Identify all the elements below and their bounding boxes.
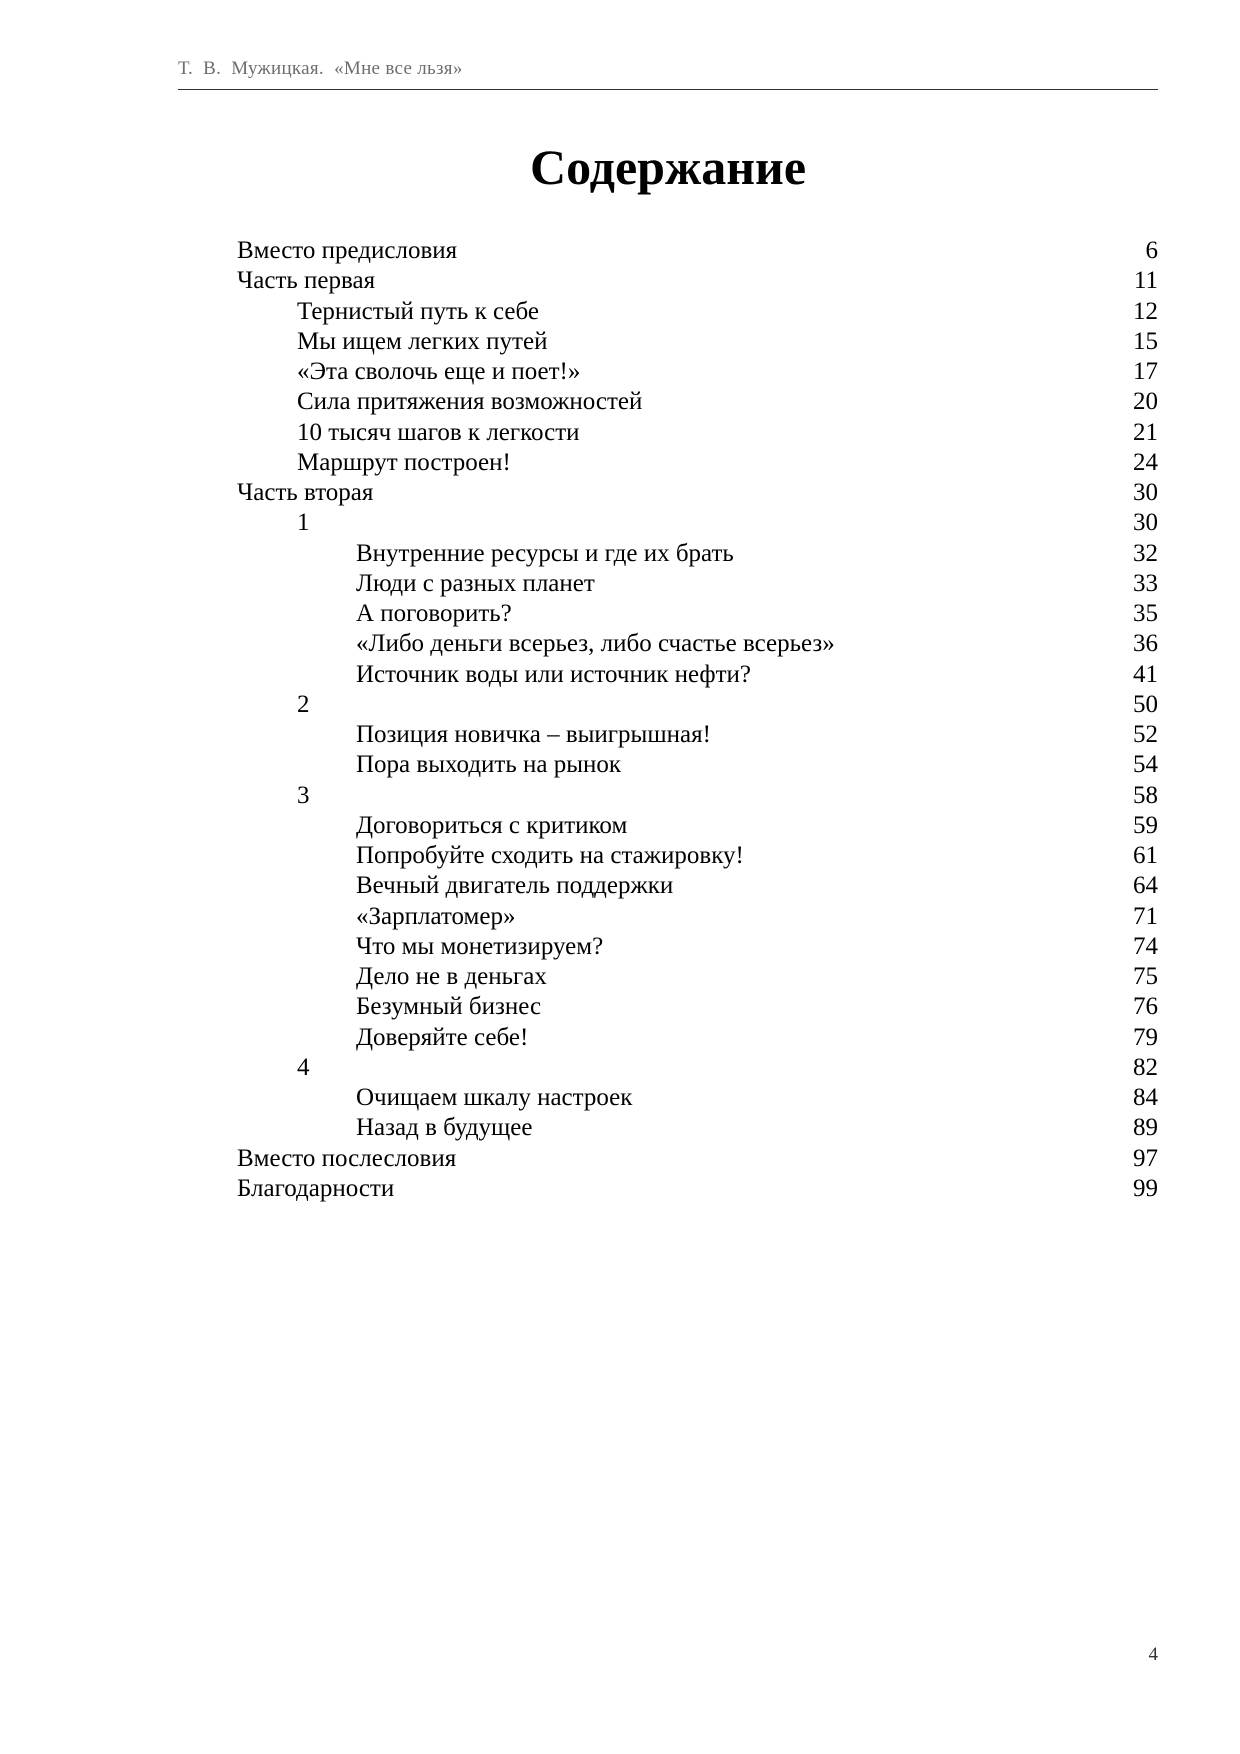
toc-entry-page: 61 bbox=[1133, 842, 1158, 869]
running-header: Т. В. Мужицкая. «Мне все льзя» bbox=[178, 58, 463, 79]
toc-entry[interactable] bbox=[237, 508, 1158, 538]
toc-entry[interactable] bbox=[237, 720, 1158, 750]
toc-entry-label: 4 bbox=[297, 1053, 310, 1081]
toc-entry-page: 79 bbox=[1133, 1023, 1158, 1051]
toc-entry-page: 75 bbox=[1133, 963, 1158, 990]
toc-entry[interactable] bbox=[237, 1053, 1158, 1083]
toc-entry-page: 32 bbox=[1133, 539, 1158, 567]
toc-title: Содержание bbox=[529, 139, 807, 195]
toc-entry-page: 74 bbox=[1133, 932, 1158, 960]
toc-entry-label: Дело не в деньгах bbox=[356, 963, 547, 990]
toc-entry-label: 2 bbox=[297, 690, 310, 718]
toc-entry-label: 3 bbox=[297, 781, 310, 809]
toc-entry-label: Безумный бизнес bbox=[356, 993, 542, 1021]
toc-entry-label: Часть вторая bbox=[237, 479, 374, 506]
toc-entry-page: 21 bbox=[1133, 418, 1158, 446]
toc-entry-page: 35 bbox=[1133, 600, 1158, 627]
toc-entry-page: 15 bbox=[1133, 327, 1158, 355]
header-divider bbox=[178, 89, 1158, 90]
toc-entry-page: 84 bbox=[1133, 1084, 1158, 1111]
toc-entry[interactable] bbox=[237, 660, 1158, 690]
toc-entry[interactable] bbox=[237, 1023, 1158, 1053]
toc-entry[interactable] bbox=[237, 932, 1158, 962]
toc-entry[interactable] bbox=[237, 236, 1158, 266]
toc-entry[interactable] bbox=[237, 690, 1158, 720]
toc-entry-label: Пора выходить на рынок bbox=[356, 751, 622, 779]
toc-entry-label: Мы ищем легких путей bbox=[297, 327, 548, 355]
toc-entry-page: 52 bbox=[1133, 721, 1158, 748]
toc-entry-label: Люди с разных планет bbox=[356, 569, 595, 597]
toc-entry-page: 30 bbox=[1133, 479, 1158, 506]
toc-entry-page: 41 bbox=[1133, 660, 1158, 688]
toc-entry[interactable] bbox=[237, 992, 1158, 1022]
toc-entry-page: 82 bbox=[1133, 1053, 1158, 1081]
toc-entry-label: Очищаем шкалу настроек bbox=[356, 1084, 633, 1111]
toc-entry[interactable] bbox=[237, 1174, 1158, 1204]
toc-entry[interactable] bbox=[237, 448, 1158, 478]
toc-entry[interactable] bbox=[237, 781, 1158, 811]
toc-entry-label: Вместо послесловия bbox=[237, 1144, 457, 1172]
toc-entry-label: 1 bbox=[297, 509, 310, 537]
toc-entry-label: Доверяйте себе! bbox=[356, 1023, 529, 1051]
toc-entry[interactable] bbox=[237, 902, 1158, 932]
toc-entry[interactable] bbox=[237, 297, 1158, 327]
toc-entry-label: Попробуйте сходить на стажировку! bbox=[356, 842, 744, 869]
toc-entry[interactable] bbox=[237, 841, 1158, 871]
toc-entry-label: «Эта сволочь еще и поет!» bbox=[297, 358, 581, 385]
toc-entry-label: Позиция новичка – выигрышная! bbox=[356, 721, 711, 748]
toc-entry-label: Что мы монетизируем? bbox=[356, 932, 604, 960]
toc-entry[interactable] bbox=[237, 327, 1158, 357]
toc-entry-label: Благодарности bbox=[237, 1174, 395, 1202]
toc-entry[interactable] bbox=[237, 1083, 1158, 1113]
toc-entry[interactable] bbox=[237, 418, 1158, 448]
toc-entry-page: 24 bbox=[1133, 448, 1158, 476]
toc-entry[interactable] bbox=[237, 569, 1158, 599]
toc-entry-page: 33 bbox=[1133, 569, 1158, 597]
toc-entry-label: Вечный двигатель поддержки bbox=[356, 872, 674, 900]
toc-entry-label: Договориться с критиком bbox=[356, 811, 628, 839]
toc-entry[interactable] bbox=[237, 962, 1158, 992]
toc-entry-page: 99 bbox=[1133, 1174, 1158, 1202]
toc-entry-page: 11 bbox=[1133, 267, 1158, 295]
toc-entry-page: 6 bbox=[1145, 237, 1158, 264]
toc-entry[interactable] bbox=[237, 750, 1158, 780]
toc-entry[interactable] bbox=[237, 387, 1158, 417]
toc-entry[interactable] bbox=[237, 357, 1158, 387]
toc-entry-page: 54 bbox=[1133, 751, 1158, 779]
toc-entry[interactable] bbox=[237, 629, 1158, 659]
toc-entry-label: Источник воды или источник нефти? bbox=[356, 660, 752, 688]
toc-entry-label: Вместо предисловия bbox=[237, 237, 458, 264]
toc-entry-label: 10 тысяч шагов к легкости bbox=[297, 418, 580, 446]
toc-entry-page: 89 bbox=[1133, 1114, 1158, 1142]
toc-entry-page: 36 bbox=[1133, 630, 1158, 658]
page-number: 4 bbox=[1148, 1644, 1158, 1665]
toc-entry-page: 12 bbox=[1133, 297, 1158, 325]
toc-entry[interactable] bbox=[237, 539, 1158, 569]
toc-entry-page: 71 bbox=[1133, 902, 1158, 930]
toc-entry[interactable] bbox=[237, 266, 1158, 296]
toc-entry-label: Часть первая bbox=[237, 267, 376, 295]
toc-entry-page: 58 bbox=[1133, 781, 1158, 809]
toc-entry-label: «Либо деньги всерьез, либо счастье всерьез» bbox=[356, 630, 835, 658]
toc-entry[interactable] bbox=[237, 811, 1158, 841]
toc-entry-label: Назад в будущее bbox=[356, 1114, 533, 1142]
toc-entry[interactable] bbox=[237, 478, 1158, 508]
toc-entry[interactable] bbox=[237, 871, 1158, 901]
toc-entry-label: Внутренние ресурсы и где их брать bbox=[356, 539, 734, 567]
toc-entry-page: 20 bbox=[1133, 388, 1158, 416]
toc-entry-page: 64 bbox=[1133, 872, 1158, 900]
table-of-contents bbox=[237, 236, 1158, 1204]
toc-entry[interactable] bbox=[237, 599, 1158, 629]
toc-entry-label: Тернистый путь к себе bbox=[297, 297, 539, 325]
toc-entry-page: 50 bbox=[1133, 690, 1158, 718]
toc-entry-page: 59 bbox=[1133, 811, 1158, 839]
toc-entry[interactable] bbox=[237, 1144, 1158, 1174]
toc-entry-page: 30 bbox=[1133, 509, 1158, 537]
toc-entry-label: А поговорить? bbox=[356, 600, 512, 627]
toc-entry-page: 97 bbox=[1133, 1144, 1158, 1172]
toc-entry-label: Маршрут построен! bbox=[297, 448, 511, 476]
toc-entry-label: Сила притяжения возможностей bbox=[297, 388, 643, 416]
toc-entry[interactable] bbox=[237, 1113, 1158, 1143]
toc-entry-page: 76 bbox=[1133, 993, 1158, 1021]
toc-entry-label: «Зарплатомер» bbox=[356, 902, 516, 930]
toc-entry-page: 17 bbox=[1133, 358, 1158, 385]
